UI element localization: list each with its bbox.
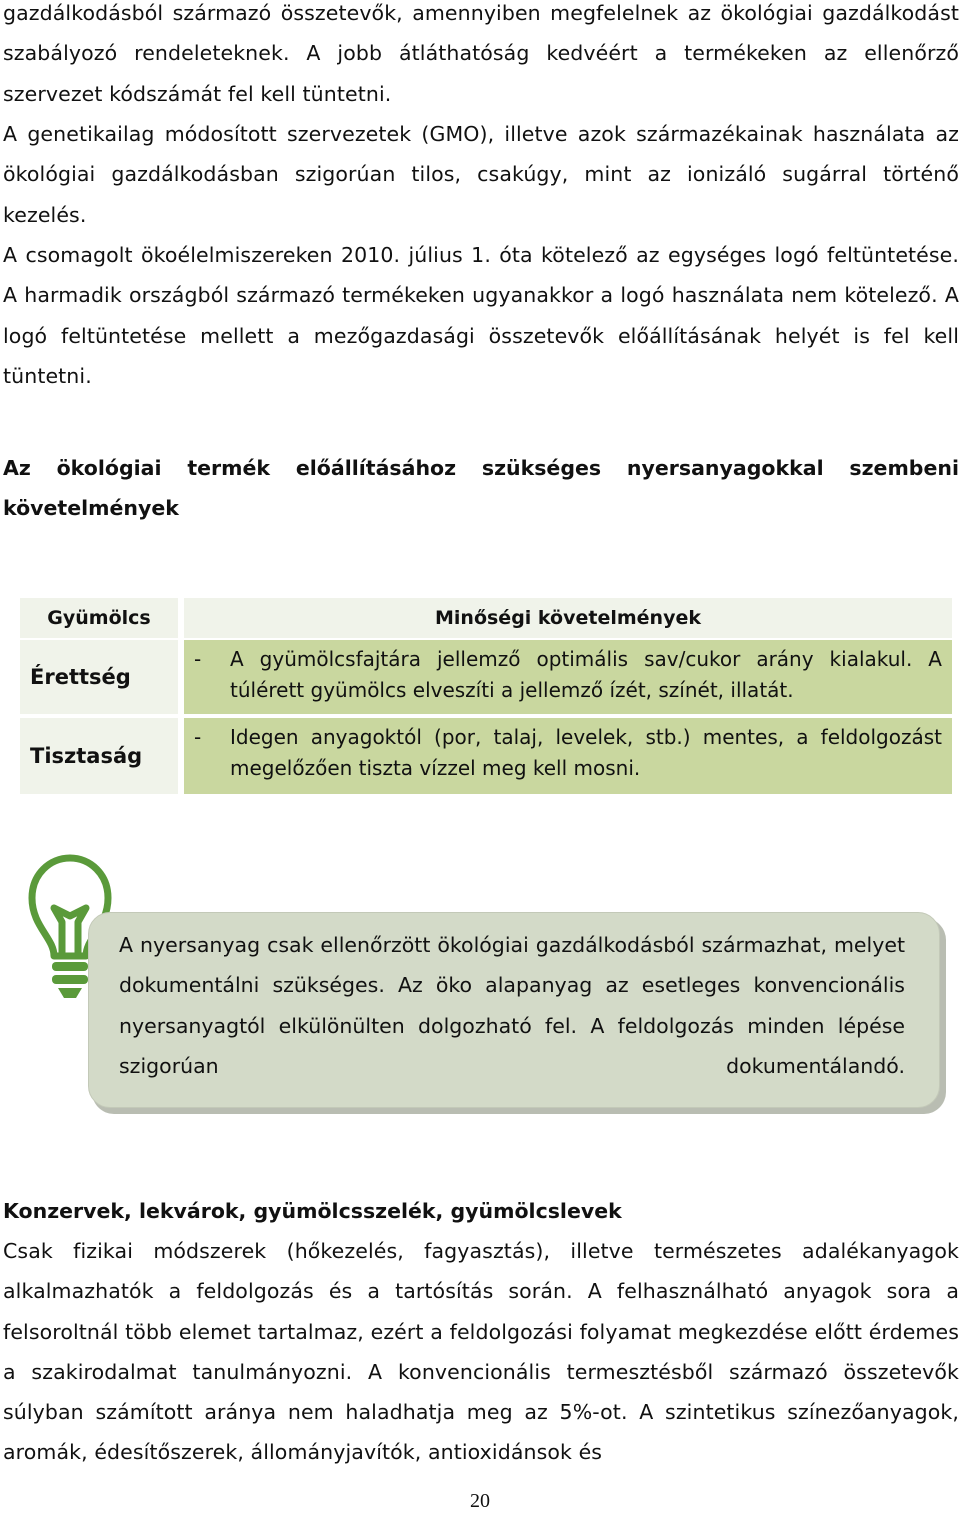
list-dash: -	[194, 725, 202, 749]
table-header-fruit: Gyümölcs	[20, 598, 178, 638]
table-row-label: Érettség	[20, 640, 178, 714]
paragraph-preserves: Csak fizikai módszerek (hőkezelés, fagyasztás), illetve természetes adalékanyagok alkalmazhatók a feldolgozás és a tartósítás során. A felhasználható anyagok sora a felsoroltnál több elemet tartalmaz, ezért a feldolgozási folyamat megkezdése előtt érdemes a szakirodalmat tanulmányozni. A konvencionális termesztésből származó összetevők súlyban számított aránya nem haladhatja meg az 5%-ot. A szintetikus színezőanyagok, aromák, édesítőszerek, állományjavítók, antioxidánsok és	[3, 1239, 959, 1465]
table-row-label: Tisztaság	[20, 718, 178, 794]
page-number: 20	[470, 1490, 490, 1512]
paragraph-gmo: A genetikailag módosított szervezetek (GMO), illetve azok származékainak használata az ökológiai gazdálkodásban szigorúan tilos, csakúgy, mint az ionizáló sugárral történő kezelés.	[3, 122, 959, 227]
callout-text: A nyersanyag csak ellenőrzött ökológiai gazdálkodásból származhat, melyet dokumentálni szükséges. Az öko alapanyag az esetleges konvencionális nyersanyagtól elkülönülten dolgozható fel. A feldolgozás minden lépése szigorúan dokumentálandó.	[119, 933, 905, 1078]
requirement-text: A gyümölcsfajtára jellemző optimális sav/cukor arány kialakul. A túlérett gyümölcs elveszíti a jellemző ízét, színét, illatát.	[230, 647, 942, 702]
requirement-text: Idegen anyagoktól (por, talaj, levelek, stb.) mentes, a feldolgozást megelőzően tiszta vízzel meg kell mosni.	[230, 725, 942, 780]
subsection-heading: Konzervek, lekvárok, gyümölcsszelék, gyümölcslevek	[3, 1199, 622, 1223]
paragraph-certification-code: gazdálkodásból származó összetevők, amennyiben megfelelnek az ökológiai gazdálkodást szabályozó rendeleteknek. A jobb átláthatóság kedvéért a termékeken az ellenőrző szervezet kódszámát fel kell tüntetni.	[3, 1, 959, 106]
section-heading: Az ökológiai termék előállításához szükséges nyersanyagokkal szembeni követelmények	[3, 456, 959, 520]
list-dash: -	[194, 647, 202, 671]
table-row-body	[184, 718, 952, 794]
table-header-requirements: Minőségi követelmények	[184, 598, 952, 638]
table-row-body	[184, 640, 952, 714]
paragraph-logo: A csomagolt ökoélelmiszereken 2010. július 1. óta kötelező az egységes logó feltüntetése. A harmadik országból származó termékeken ugyanakkor a logó használata nem kötelező. A logó feltüntetése mellett a mezőgazdasági összetevők előállításának helyét is fel kell tüntetni.	[3, 243, 959, 388]
quality-requirements-table	[20, 598, 952, 796]
